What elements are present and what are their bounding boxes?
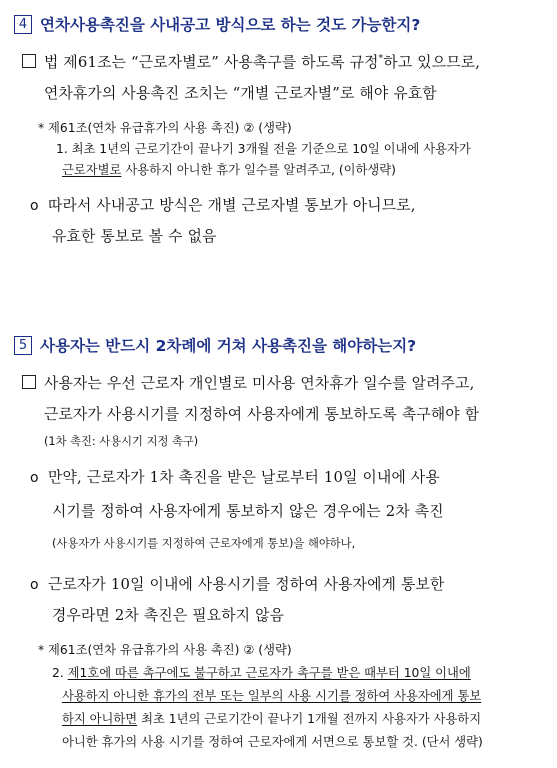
s5-bullet-1-line-3: (사용자가 사용시기를 지정하여 근로자에게 통보)을 해야하나,: [52, 537, 356, 550]
s5-bullet-1-line-1: o 만약, 근로자가 1차 촉진을 받은 날로부터 10일 이내에 사용: [30, 469, 440, 486]
s4-note-line-1: 1. 최초 1년의 근로기간이 끝나기 3개월 전을 기준으로 10일 이내에 사용자가: [56, 142, 471, 156]
s5-paragraph-line-3: (1차 촉진: 사용시기 지정 촉구): [44, 435, 199, 448]
s5-bullet-2-line-1: o 근로자가 10일 이내에 사용시기를 정하여 사용자에게 통보한: [30, 576, 445, 593]
section-4-number: 4: [14, 15, 32, 34]
s5-note-line-2: 사용하지 아니한 휴가의 전부 또는 일부의 사용 시기를 정하여 사용자에게 통보: [62, 689, 482, 703]
s4-bullet-line-1: o 따라서 사내공고 방식은 개별 근로자별 통보가 아니므로,: [30, 197, 416, 214]
s5-note-title: * 제61조(연차 유급휴가의 사용 촉진) ② (생략): [38, 643, 292, 657]
section-5-number: 5: [14, 336, 32, 355]
checkbox-square-icon: [22, 375, 36, 389]
section-4-heading: [14, 13, 420, 35]
bullet-icon: o: [30, 470, 39, 486]
section-5-title: 사용자는 반드시 2차례에 거쳐 사용촉진을 해야하는지?: [40, 337, 417, 355]
s5-note-line-1: 2. 제1호에 따른 촉구에도 불구하고 근로자가 촉구를 받은 때부터 10일 이내에: [52, 666, 471, 680]
s5-note-line-4: 아니한 휴가의 사용 시기를 정하여 근로자에게 서면으로 통보할 것. (단서 생략): [62, 735, 483, 749]
s5-bullet-1-line-2: 시기를 정하여 사용자에게 통보하지 않은 경우에는 2차 촉진: [52, 503, 444, 520]
s4-note-line-2: 근로자별로 사용하지 아니한 휴가 일수를 알려주고, (이하생략): [62, 163, 396, 177]
bullet-icon: o: [30, 198, 39, 214]
bullet-icon: o: [30, 577, 39, 593]
s5-paragraph-line-1: 사용자는 우선 근로자 개인별로 미사용 연차휴가 일수를 알려주고,: [22, 372, 475, 393]
section-5-heading: [14, 334, 416, 356]
s4-paragraph-line-1: 법 제61조는 “근로자별로” 사용촉구를 하도록 규정*하고 있으므로,: [22, 51, 480, 72]
s4-note-title: * 제61조(연차 유급휴가의 사용 촉진) ② (생략): [38, 121, 292, 135]
s5-paragraph-line-2: 근로자가 사용시기를 지정하여 사용자에게 통보하도록 촉구해야 함: [44, 406, 480, 423]
s4-bullet-line-2: 유효한 통보로 볼 수 없음: [52, 228, 217, 245]
s5-bullet-2-line-2: 경우라면 2차 촉진은 필요하지 않음: [52, 607, 285, 624]
s4-paragraph-line-2: 연차휴가의 사용촉진 조치는 “개별 근로자별”로 해야 유효함: [44, 85, 437, 102]
s5-note-line-3: 하지 아니하면 최초 1년의 근로기간이 끝나기 1개월 전까지 사용자가 사용하지: [62, 712, 482, 726]
footnote-marker: *: [378, 54, 384, 64]
checkbox-square-icon: [22, 54, 36, 68]
section-4-title: 연차사용촉진을 사내공고 방식으로 하는 것도 가능한지?: [40, 16, 421, 34]
